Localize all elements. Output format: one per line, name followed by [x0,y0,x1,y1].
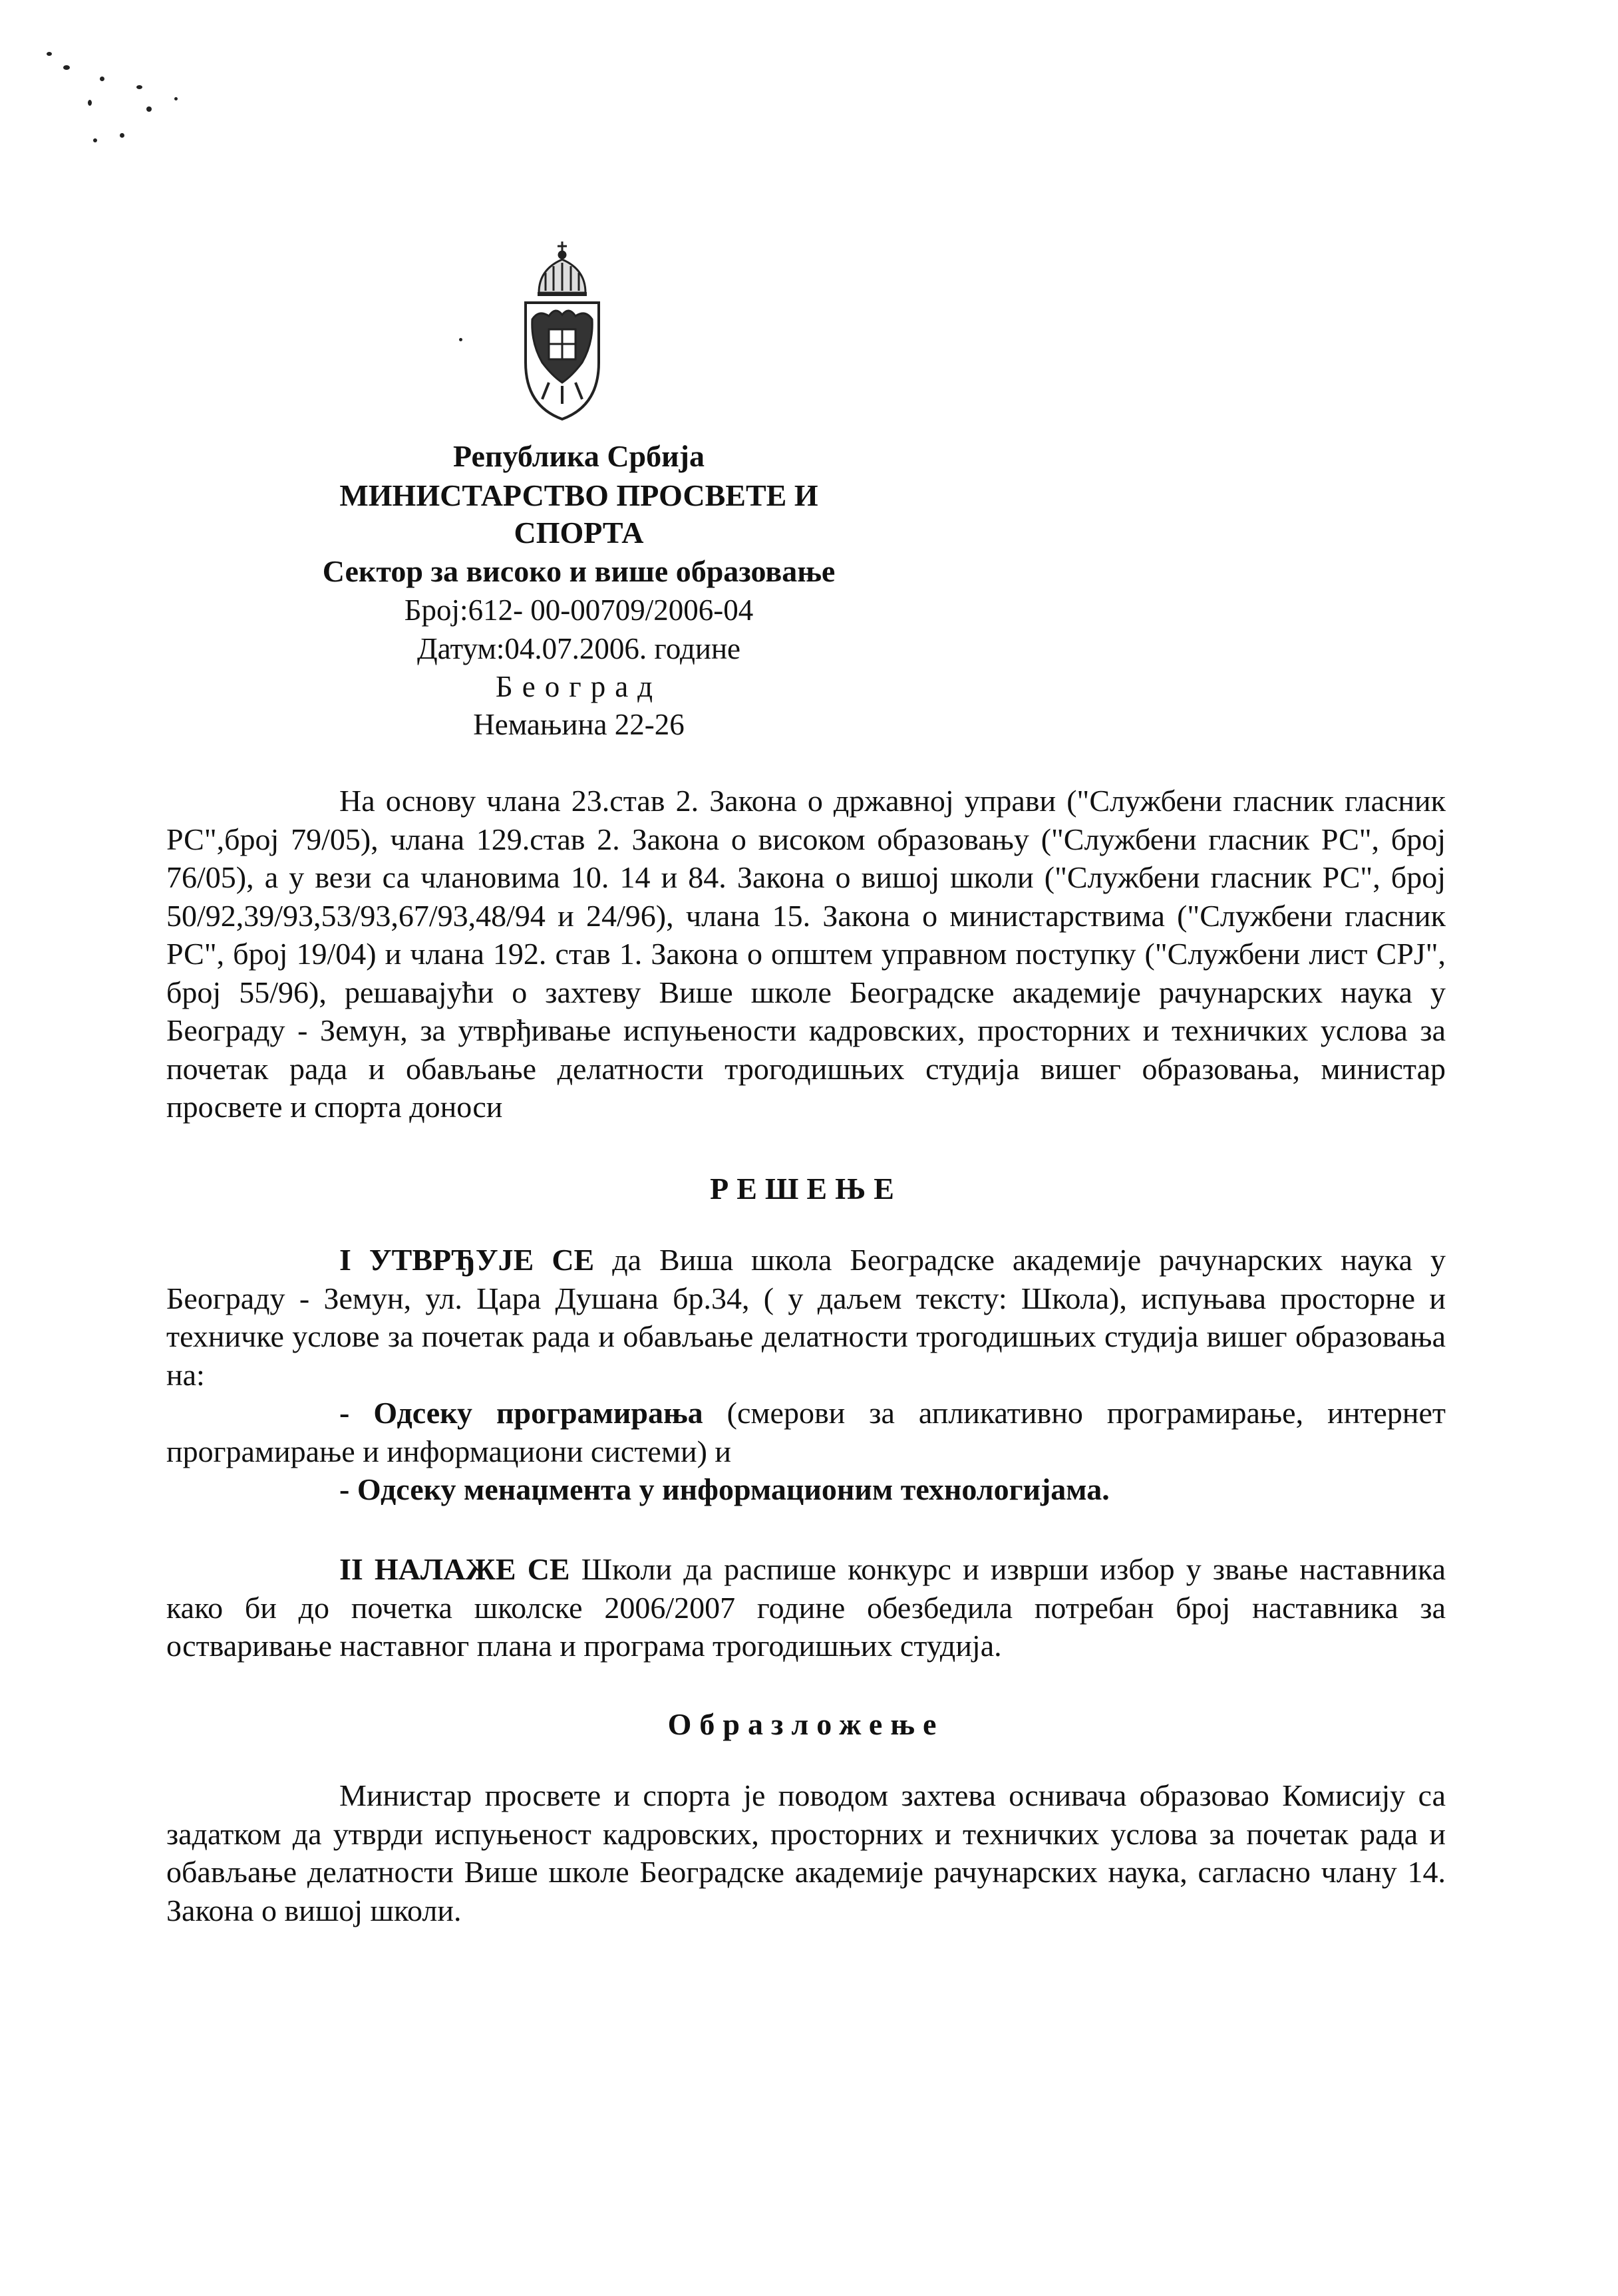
department-2 [166,1470,1446,1509]
scan-speck [100,77,104,81]
address: Немањина 22-26 [473,708,685,741]
ministry-name-line1: МИНИСТАРСТВО ПРОСВЕТЕ И [339,478,818,512]
department-1-name: - Одсеку програмирања [339,1396,703,1430]
scan-speck [174,97,178,100]
item-1-text: да Виша школа Београдске академије рачунарских наука у Београду - Земун, ул. Цара Душана бр.34, ( у даљем тексту: Школа), испуњава просторне и техничке услове за почетак рада и обављање делатности трогодишњих студија вишег образовања на: [166,1243,1446,1392]
reasoning-paragraph: Министар просвете и спорта је поводом захтева оснивача образовао Комисију са задатком да утврди испуњеност кадровских, просторних и техничких услова за почетак рада и обављање делатности Више школе Београдске академије рачунарских наука, сагласно члану 14. Закона о вишој школи. [166,1778,1446,1927]
sector-name: Сектор за високо и више образовање [322,554,836,588]
reasoning-title: Образложење [667,1707,945,1741]
document-number: Број:612- 00-00709/2006-04 [404,593,754,627]
scan-speck [459,338,462,341]
department-2-name: - Одсеку менаџмента у информационим технологијама. [339,1472,1110,1506]
scan-speck [47,52,52,56]
ministry-name-line2: СПОРТА [514,516,644,550]
department-1 [166,1394,1446,1470]
decision-item-1 [166,1241,1446,1509]
decision-item-2 [166,1550,1446,1665]
preamble-paragraph: На основу члана 23.став 2. Закона о државној управи ("Службени гласник гласник РС",број 79/05), члана 129.став 2. Закона о високом образовању ("Службени гласник РС", број 76/05), а у вези са члановима 10. 14 и 84. Закона о вишој школи ("Службени гласник РС", број 50/92,39/93,53/93,67/93,48/94 и 24/96), члана 15. Закона о министарствима ("Службени гласник РС", број 19/04) и члана 192. став 1. Закона о општем управном поступку ("Службени лист СРЈ", број 55/96), решавајући о захтеву Више школе Београдске академије рачунарских наука у Београду - Земун, за утврђивање испуњености кадровских, просторних и техничких услова за почетак рада и обављање делатности трогодишњих студија вишег образовања, министар просвете и спорта доноси [166,784,1446,1124]
city: Београд [495,670,663,703]
item-1-lead: I УТВРЂУЈЕ СЕ [339,1243,595,1277]
scan-speck [63,65,70,70]
department-1-detail: (смерови за апликативно програмирање, интернет програмирање и информациони системи) и [166,1396,1446,1468]
country-name: Република Србија [453,439,705,473]
decision-title: РЕШЕЊЕ [710,1172,902,1206]
scan-speck [146,106,152,112]
coat-of-arms-icon [519,230,605,429]
scan-speck [136,85,142,89]
scan-speck [93,138,97,142]
scan-speck [120,133,124,138]
document-date: Датум:04.07.2006. године [416,632,741,665]
scan-speck [88,100,92,106]
item-2-text: Школи да распише конкурс и изврши избор у звање наставника како би до почетка школске 2006/2007 године обезбедила потребан број наставника за остваривање наставног плана и програма трогодишњих студија. [166,1552,1446,1663]
item-2-lead: II НАЛАЖЕ СЕ [339,1552,570,1586]
